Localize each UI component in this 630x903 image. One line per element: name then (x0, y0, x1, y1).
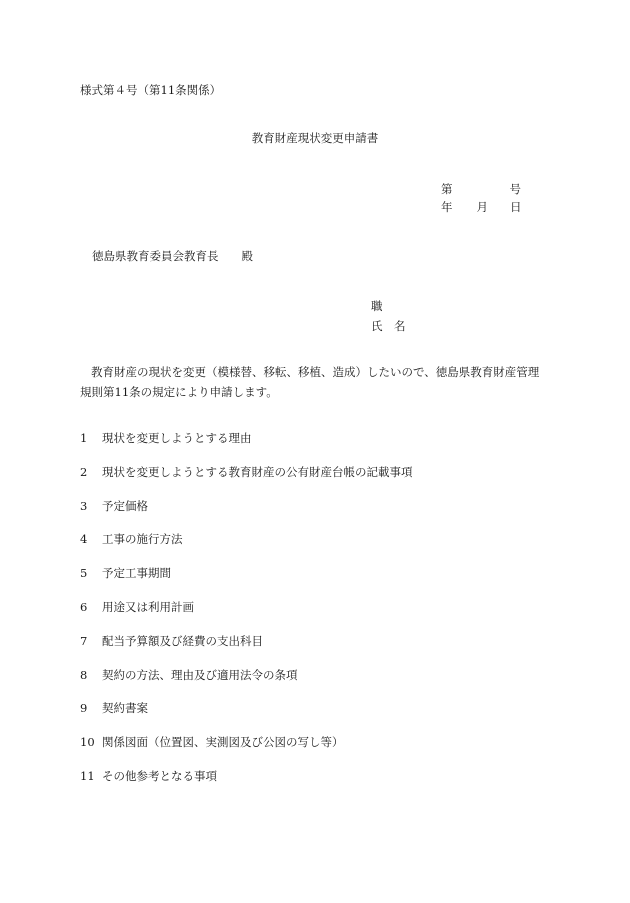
list-item (80, 531, 413, 565)
list-item (80, 464, 413, 498)
list-item (80, 498, 413, 532)
document-title: 教育財産現状変更申請書 (251, 131, 379, 145)
item-number: 9 (80, 701, 88, 716)
item-number: 4 (80, 532, 88, 547)
item-number: 8 (80, 667, 88, 682)
item-list (80, 430, 413, 802)
item-number: 11 (80, 768, 95, 783)
item-label: 現状を変更しようとする理由 (102, 431, 252, 445)
list-item (80, 565, 413, 599)
item-label: 関係図面（位置図、実測図及び公図の写し等） (102, 735, 344, 750)
item-number: 10 (80, 735, 95, 750)
applicant-block (371, 296, 406, 336)
date-block (441, 180, 522, 216)
item-label: 契約の方法、理由及び適用法令の条項 (102, 667, 298, 682)
list-item (80, 734, 413, 768)
item-number: 3 (80, 498, 88, 513)
item-number: 1 (80, 431, 88, 445)
year-label: 年 (441, 200, 453, 214)
name-label: 氏 名 (371, 319, 406, 333)
addressee: 徳島県教育委員会教育長 殿 (92, 249, 253, 263)
number-prefix: 第 (441, 182, 453, 196)
list-item (80, 633, 413, 667)
list-item (80, 667, 413, 701)
month-label: 月 (476, 200, 488, 214)
position-label: 職 (371, 299, 383, 313)
item-label: 現状を変更しようとする教育財産の公有財産台帳の記載事項 (102, 464, 413, 479)
item-number: 7 (80, 633, 88, 648)
day-label: 日 (510, 200, 522, 214)
date-line (441, 198, 522, 216)
number-suffix: 号 (509, 182, 521, 196)
item-label: 予定価格 (102, 498, 148, 513)
item-number: 5 (80, 566, 88, 581)
list-item (80, 700, 413, 734)
body-text: 教育財産の現状を変更（模様替、移転、移植、造成）したいので、徳島県教育財産管理規則第11条の規定により申請します。 (80, 365, 540, 399)
item-label: その他参考となる事項 (102, 768, 217, 783)
item-number: 2 (80, 464, 88, 479)
item-number: 6 (80, 599, 88, 614)
item-label: 配当予算額及び経費の支出科目 (102, 633, 263, 648)
document-number-line (441, 180, 522, 198)
item-label: 契約書案 (102, 701, 148, 716)
list-item (80, 599, 413, 633)
list-item (80, 768, 413, 802)
list-item (80, 430, 413, 464)
item-label: 予定工事期間 (102, 566, 171, 581)
item-label: 用途又は利用計画 (102, 599, 194, 614)
item-label: 工事の施行方法 (102, 532, 183, 547)
form-number: 様式第４号（第11条関係） (80, 83, 222, 97)
